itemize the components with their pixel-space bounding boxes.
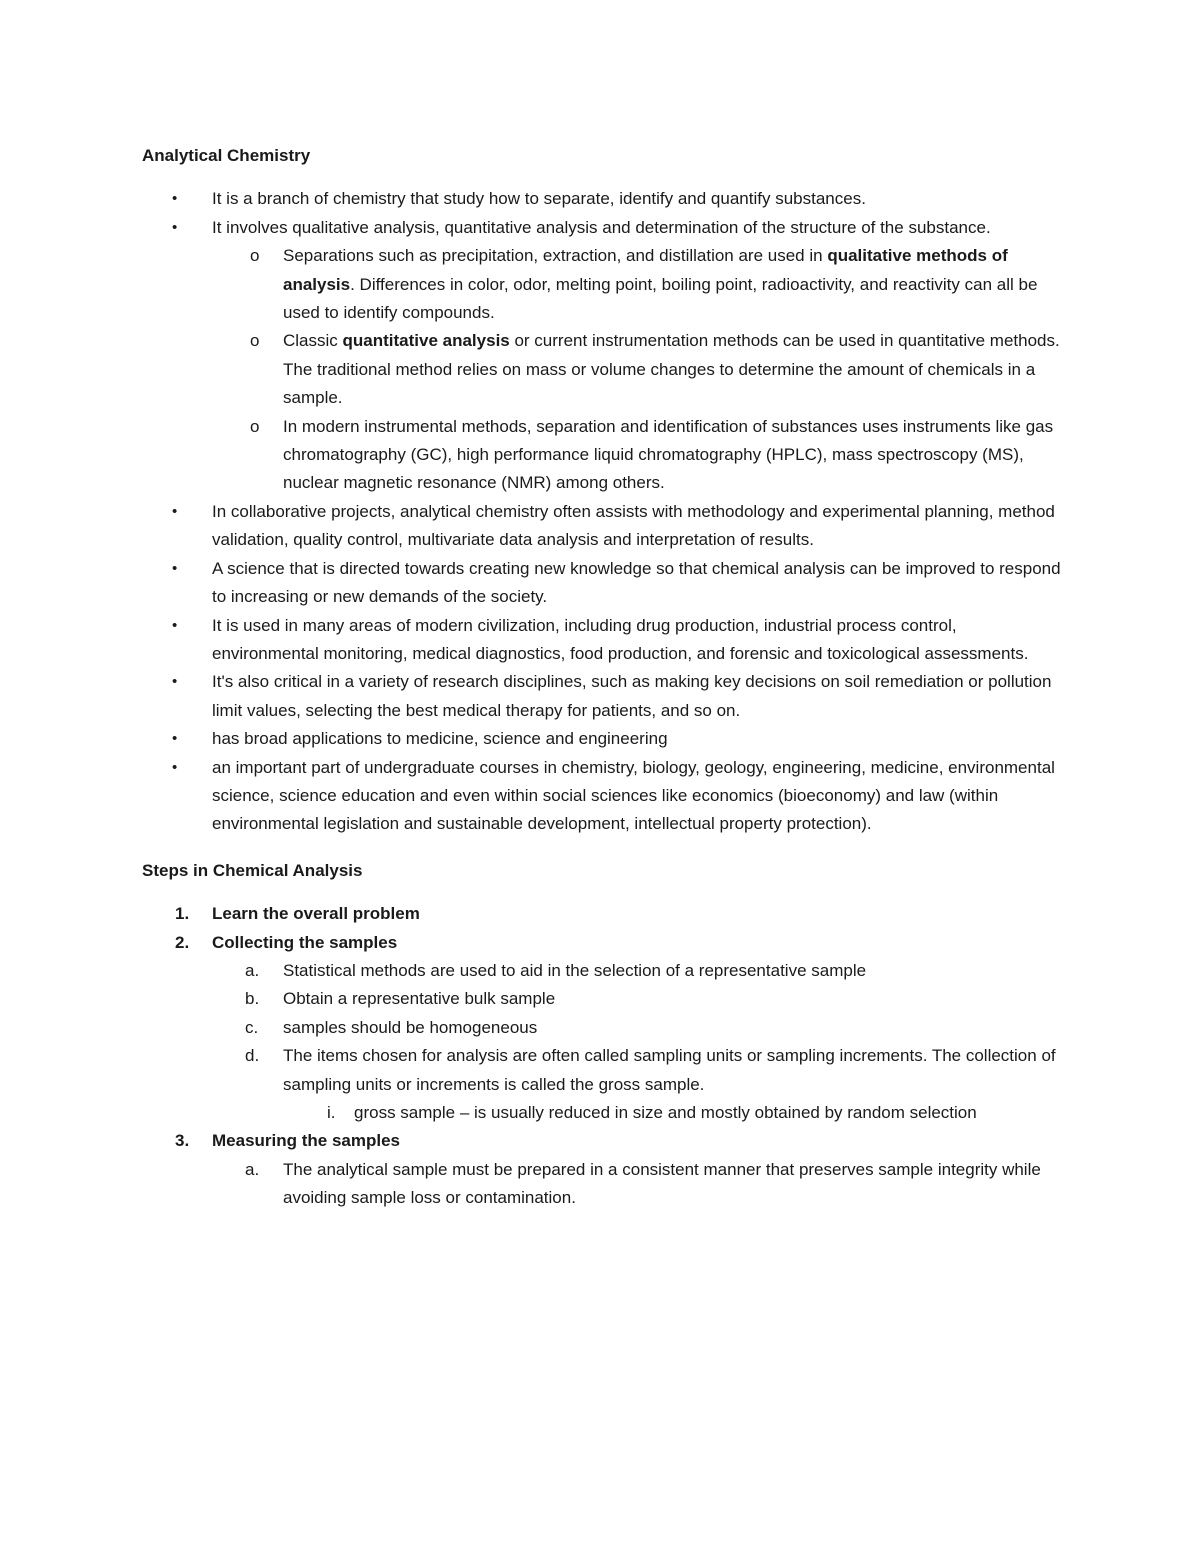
item-letter: a. — [245, 1159, 260, 1179]
lettered-item — [212, 1156, 1062, 1213]
sub-item-text: Separations such as precipitation, extraction, and distillation are used in — [283, 246, 828, 266]
list-item-text: It's also critical in a variety of research disciplines, such as making key decisions on soil remediation or pollution limit values, selecting the best medical therapy for patients, and so on. — [212, 672, 1052, 720]
list-item — [142, 185, 1062, 213]
bullet-icon: • — [172, 190, 178, 208]
bullet-list-analytical-chemistry — [142, 185, 1062, 838]
step-item — [142, 900, 1062, 928]
circle-bullet-icon: o — [250, 416, 260, 436]
roman-item — [283, 1099, 1062, 1127]
step-number: 3. — [175, 1131, 190, 1151]
sub-list-item — [212, 413, 1062, 498]
step-label: Learn the overall problem — [212, 904, 420, 924]
section-title-steps: Steps in Chemical Analysis — [142, 860, 363, 880]
list-item — [142, 555, 1062, 612]
item-letter: c. — [245, 1017, 259, 1037]
document-body — [142, 142, 1062, 1213]
item-letter: b. — [245, 989, 260, 1009]
item-roman-numeral: i. — [327, 1103, 336, 1122]
lettered-item — [212, 1014, 1062, 1042]
list-item — [142, 214, 1062, 498]
numbered-list-steps — [142, 900, 1062, 1212]
lettered-item-text: Statistical methods are used to aid in the selection of a representative sample — [283, 960, 867, 980]
sub-bullet-list — [212, 242, 1062, 498]
list-item-text: an important part of undergraduate courses in chemistry, biology, geology, engineering, medicine, environmental science, science education and even within social sciences like economics (bioeconomy) and law (within environmental legislation and sustainable development, intellectual property protection). — [212, 757, 1055, 834]
bullet-icon: • — [172, 559, 178, 577]
sub-list-item — [212, 327, 1062, 412]
bullet-icon: • — [172, 730, 178, 748]
sub-item-text: or current instrumentation methods can be used in quantitative methods. The traditional method relies on mass or volume changes to determine the amount of chemicals in a sample. — [283, 331, 1060, 408]
circle-bullet-icon: o — [250, 246, 260, 266]
lettered-item-text: Obtain a representative bulk sample — [283, 989, 556, 1009]
lettered-item-text: samples should be homogeneous — [283, 1017, 538, 1037]
lettered-item — [212, 957, 1062, 985]
list-item-text: In collaborative projects, analytical chemistry often assists with methodology and experimental planning, method validation, quality control, multivariate data analysis and interpretation of results. — [212, 501, 1055, 550]
roman-item-text: gross sample – is usually reduced in size and mostly obtained by random selection — [354, 1103, 977, 1122]
list-item — [142, 754, 1062, 839]
lettered-item — [212, 1042, 1062, 1127]
bullet-icon: • — [172, 218, 178, 236]
list-item-text: It is a branch of chemistry that study how to separate, identify and quantify substances. — [212, 189, 866, 209]
sub-item-text: . Differences in color, odor, melting point, boiling point, radioactivity, and reactivity can all be used to identify compounds. — [283, 274, 1038, 323]
bullet-icon: • — [172, 616, 178, 634]
list-item — [142, 612, 1062, 669]
sub-list-item — [212, 242, 1062, 327]
list-item — [142, 668, 1062, 725]
sub-item-text: Classic — [283, 331, 343, 351]
item-letter: a. — [245, 960, 260, 980]
list-item-text: It is used in many areas of modern civilization, including drug production, industrial process control, environmental monitoring, medical diagnostics, food production, and forensic and toxicological assessments. — [212, 615, 1029, 663]
list-item — [142, 725, 1062, 753]
lettered-item-text: The analytical sample must be prepared in a consistent manner that preserves sample integrity while avoiding sample loss or contamination. — [283, 1159, 1041, 1208]
bold-term-qualitative: qualitative methods of analysis — [283, 246, 1008, 294]
step-label: Collecting the samples — [212, 932, 398, 952]
lettered-list — [212, 957, 1062, 1127]
lettered-item — [212, 985, 1062, 1013]
list-item — [142, 498, 1062, 555]
section-title-analytical-chemistry: Analytical Chemistry — [142, 146, 311, 165]
list-item-text: It involves qualitative analysis, quantitative analysis and determination of the structure of the substance. — [212, 217, 991, 237]
lettered-list — [212, 1156, 1062, 1213]
roman-list — [283, 1099, 1062, 1127]
step-item — [142, 1127, 1062, 1212]
item-letter: d. — [245, 1046, 260, 1066]
list-item-text: A science that is directed towards creating new knowledge so that chemical analysis can be improved to respond to increasing or new demands of the society. — [212, 558, 1061, 607]
step-number: 2. — [175, 932, 190, 952]
list-item-text: has broad applications to medicine, science and engineering — [212, 729, 668, 749]
bold-term-quantitative: quantitative analysis — [342, 331, 510, 351]
step-number: 1. — [175, 904, 190, 924]
bullet-icon: • — [172, 758, 178, 776]
circle-bullet-icon: o — [250, 331, 260, 351]
bullet-icon: • — [172, 502, 178, 520]
lettered-item-text: The items chosen for analysis are often called sampling units or sampling increments. The collection of sampling units or increments is called the gross sample. — [283, 1046, 1056, 1094]
bullet-icon: • — [172, 673, 178, 691]
step-label: Measuring the samples — [212, 1131, 401, 1151]
step-item — [142, 929, 1062, 1128]
sub-item-text: In modern instrumental methods, separation and identification of substances uses instruments like gas chromatography (GC), high performance liquid chromatography (HPLC), mass spectroscopy (MS), nuclear magnetic resonance (NMR) among others. — [283, 416, 1054, 493]
